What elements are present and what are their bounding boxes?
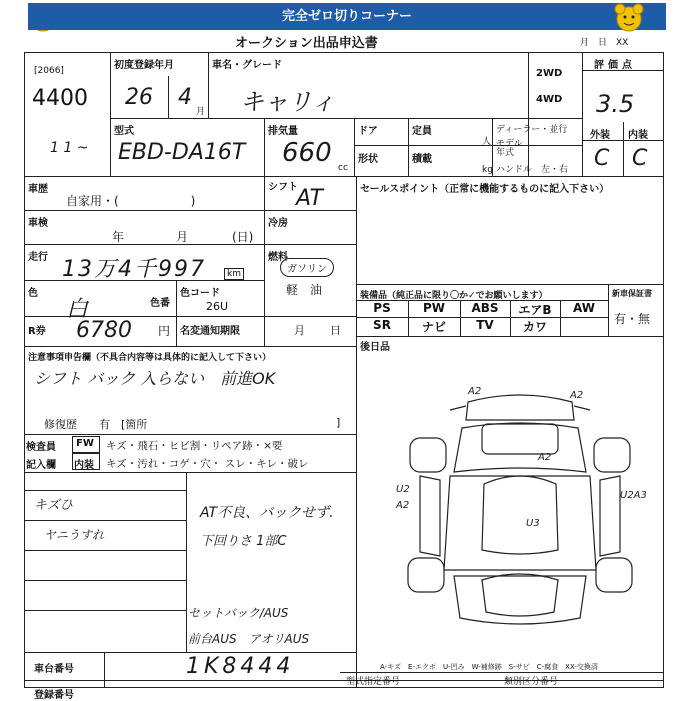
reg-label: 初度登録年月 — [114, 60, 174, 71]
lot-number: 4400 — [32, 86, 88, 111]
shift-label: シフト — [268, 182, 298, 193]
inspection-day: (日) — [232, 230, 254, 244]
recycle-unit: 円 — [158, 324, 171, 338]
load-unit: kg — [482, 165, 493, 175]
entry-label: 記入欄 — [26, 460, 56, 471]
equip-aw: AW — [573, 301, 595, 315]
check-row1: キズ・飛石・ヒビ割・リペア跡・×要 — [106, 440, 283, 452]
damage-legend: A-キズ E-エクボ U-凹み W-補修跡 S-サビ C-腐食 XX-交換済 — [380, 663, 598, 671]
score-label: 評価点 — [594, 60, 636, 71]
diagram-mark-2: A2 — [570, 390, 584, 401]
fuel-light-oil: 軽 油 — [286, 283, 323, 297]
repair-bracket: ] — [336, 416, 341, 429]
disp-label: 排気量 — [268, 126, 298, 137]
score-int-label: 内装 — [628, 130, 648, 141]
diagram-mark-1: A2 — [468, 386, 482, 397]
handle-label: ハンドル 左・右 — [496, 165, 569, 175]
door-label: ドア — [358, 126, 378, 137]
inspection-month: 月 — [176, 230, 189, 244]
recycle-label: R券 — [28, 326, 46, 337]
aftermarket-label: 後日品 — [360, 342, 390, 353]
color-code: 26U — [206, 300, 229, 313]
drive-2wd: 2WD — [536, 68, 563, 79]
name-change-label: 名変通知期限 — [180, 326, 240, 337]
inspection-label: 車検 — [28, 218, 48, 229]
score-value: 3.5 — [596, 90, 635, 118]
load-label: 積載 — [412, 154, 432, 165]
model-value: EBD-DA16T — [118, 140, 246, 165]
equip-leather: カワ — [522, 320, 547, 334]
inspector-note-left1: キズひ — [34, 498, 73, 513]
lot-sub: 1 1 ~ — [50, 140, 89, 156]
mileage-unit: km — [224, 268, 244, 280]
frame-number: 1K8444 — [186, 654, 295, 679]
diagram-mark-6: U2A3 — [620, 490, 647, 501]
sales-point-label: セールスポイント（正常に機能するものに記入下さい） — [360, 184, 610, 195]
inspector-note-right4: 前台AUS アオリAUS — [188, 632, 310, 646]
mileage-label: 走行 — [28, 252, 48, 263]
recycle-value: 6780 — [76, 318, 132, 343]
inspection-year: 年 — [112, 230, 125, 244]
equip-navi: ナビ — [421, 320, 446, 334]
inspector-note-right1: AT不良、バックせず. — [200, 505, 334, 521]
score-ext: C — [594, 146, 610, 171]
reg-month-unit: 月 — [196, 107, 206, 117]
score-ext-label: 外装 — [590, 130, 610, 141]
use-value: 自家用・( ) — [66, 194, 196, 208]
mileage-value: 13万4千997 — [62, 257, 206, 282]
color-label: 色 — [28, 288, 38, 299]
notes-text: シフト バック 入らない 前進OK — [34, 369, 276, 388]
use-label: 車歴 — [28, 184, 48, 195]
top-right-date: 月 日 XX — [580, 38, 629, 48]
equip-ps: PS — [373, 301, 391, 315]
name-change-day: 日 — [330, 324, 341, 337]
inspector-label: 検査員 — [26, 442, 56, 453]
fuel-label: 燃料 — [268, 252, 288, 263]
notes-label: 注意事項申告欄（不具合内容等は具体的に記入して下さい） — [28, 353, 272, 363]
shape-label: 形状 — [358, 154, 378, 165]
shift-value: AT — [296, 186, 323, 211]
equip-airbag: エアB — [518, 303, 552, 317]
model-year-label: モデル年式 — [496, 139, 523, 158]
aircon-label: 冷房 — [268, 218, 288, 229]
inspector-note-left2: ヤニうすれ — [44, 528, 105, 542]
diagram-mark-3: A2 — [538, 452, 552, 463]
diagram-mark-4: U2 — [396, 484, 410, 495]
type-designation-label: 型式指定番号 — [346, 677, 401, 687]
fw-label: FW — [76, 438, 94, 449]
name-change-month: 月 — [294, 324, 305, 337]
equip-tv: TV — [476, 318, 494, 332]
capacity-unit: 人 — [482, 137, 492, 147]
reg-month: 4 — [178, 85, 192, 110]
registration-label: 登録番号 — [34, 690, 74, 701]
frame-label: 車台番号 — [34, 664, 74, 675]
color-value: 白 — [66, 297, 89, 322]
class-number-label: 類別区分番号 — [504, 677, 559, 687]
car-name: キャリィ — [240, 88, 336, 116]
equip-label: 装備品（純正品に限り〇か✓でお願いします） — [360, 291, 548, 301]
model-label: 型式 — [114, 126, 134, 137]
warranty-value: 有・無 — [614, 312, 651, 326]
diagram-mark-7: U3 — [526, 518, 540, 529]
car-diagram — [390, 380, 660, 650]
banner-title: 完全ゼロ切りコーナー — [28, 3, 666, 30]
repair-history: 修復歴 有 [箇所 — [44, 418, 148, 431]
color-code-label: 色コード — [180, 288, 220, 299]
name-label: 車名・グレード — [212, 60, 282, 71]
score-int: C — [632, 146, 648, 171]
form-title: オークション出品申込書 — [235, 36, 378, 51]
inner-label: 内装 — [74, 460, 94, 471]
drive-4wd: 4WD — [536, 94, 563, 105]
diagram-mark-5: A2 — [396, 500, 410, 511]
lot-code: [2066] — [34, 66, 64, 76]
color-number-label: 色番 — [150, 298, 170, 309]
disp-unit: cc — [338, 163, 348, 173]
reg-year: 26 — [125, 85, 153, 110]
inspector-note-right3: セットバック/AUS — [188, 606, 289, 620]
new-car-warranty-label: 新車保証書 — [612, 289, 652, 298]
inspector-note-right2: 下回りさ 1部C — [200, 534, 287, 549]
check-row2: キズ・汚れ・コゲ・穴・ スレ・キレ・破レ — [106, 458, 309, 470]
disp-value: 660 — [282, 138, 332, 168]
fuel-value: ガソリン — [280, 258, 334, 277]
mascot-right-icon — [612, 2, 646, 34]
equip-sr: SR — [373, 318, 391, 332]
equip-pw: PW — [422, 301, 446, 315]
capacity-label: 定員 — [412, 126, 432, 137]
dealer-label: ディーラー・並行 — [496, 125, 568, 135]
equip-abs: ABS — [471, 301, 499, 315]
